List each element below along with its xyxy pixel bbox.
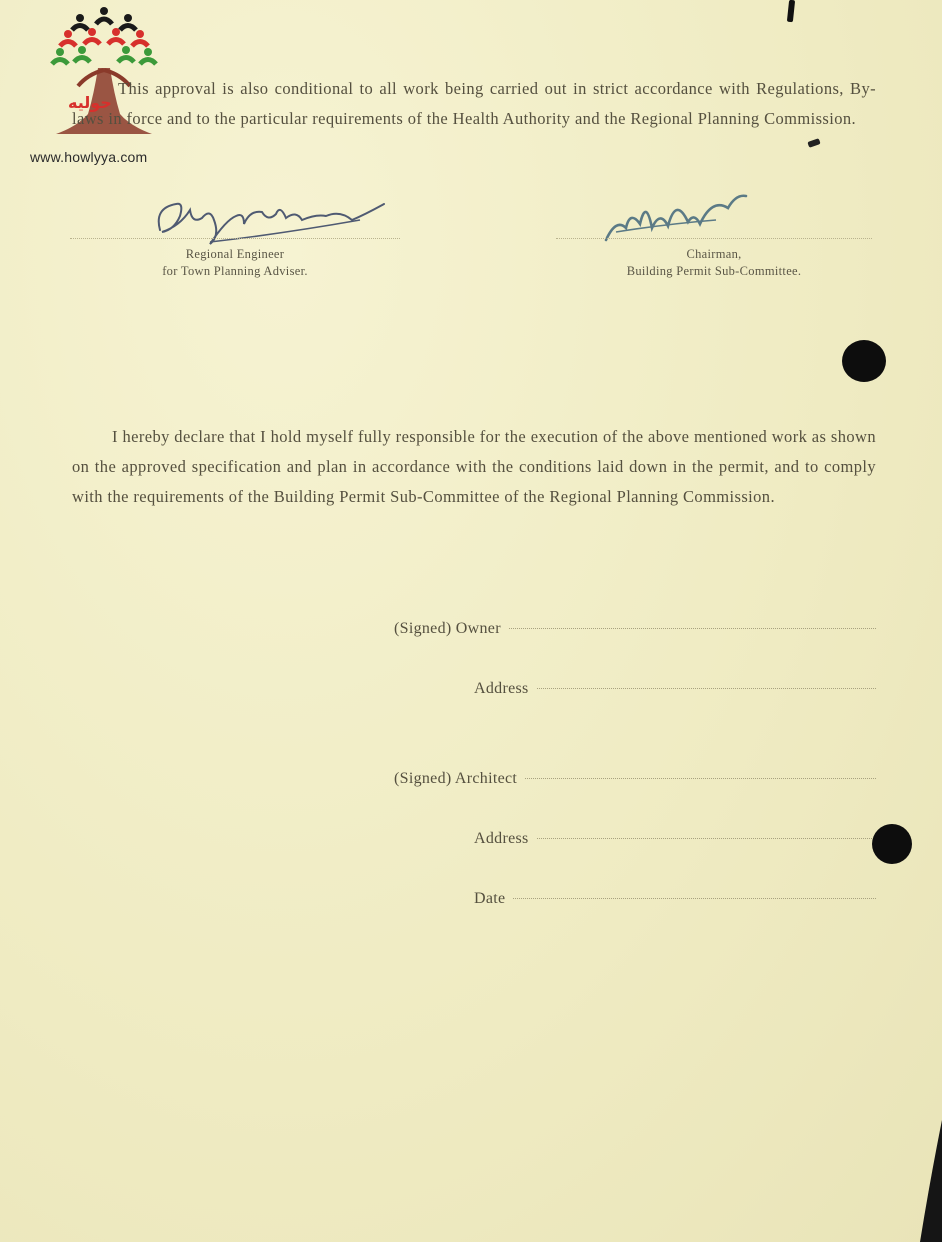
signatory-left-title: Regional Engineer bbox=[185, 247, 285, 261]
page-edge-shadow bbox=[912, 1120, 942, 1242]
logo-people-icon bbox=[52, 7, 156, 64]
approval-paragraph: This approval is also conditional to all work being carried out in strict accordance with Regulations, By-laws in force and to the particular requirements of the Health Authority and the Regional Planning Commission. bbox=[72, 79, 876, 128]
architect-signature-field[interactable] bbox=[394, 770, 876, 788]
owner-dotted-line bbox=[509, 627, 876, 629]
signatory-regional-engineer bbox=[70, 236, 400, 280]
signatory-right-subtitle: Building Permit Sub-Committee. bbox=[626, 264, 802, 278]
logo-arabic-text: حوليه bbox=[68, 93, 112, 112]
signatory-right-title: Chairman, bbox=[686, 247, 742, 261]
owner-address-label: Address bbox=[474, 680, 529, 697]
signatory-left-subtitle: for Town Planning Adviser. bbox=[162, 264, 308, 278]
owner-label: (Signed) Owner bbox=[394, 620, 501, 637]
punch-hole-top bbox=[842, 340, 886, 382]
date-dotted-line bbox=[513, 897, 876, 899]
architect-address-field[interactable] bbox=[474, 830, 876, 848]
punch-hole-bottom bbox=[872, 824, 912, 864]
owner-address-field[interactable] bbox=[474, 680, 876, 698]
architect-dotted-line bbox=[525, 777, 876, 779]
watermark-site-text: www.howlyya.com bbox=[30, 149, 148, 165]
architect-address-label: Address bbox=[474, 830, 529, 847]
signatory-chairman bbox=[556, 236, 872, 280]
architect-address-dotted-line bbox=[537, 837, 876, 839]
ink-mark bbox=[787, 0, 795, 22]
owner-address-dotted-line bbox=[537, 687, 876, 689]
declaration-paragraph: I hereby declare that I hold myself fully responsible for the execution of the above mentioned work as shown on the approved specification and plan in accordance with the conditions laid down in the permit, and to comply with the requirements of the Building Permit Sub-Committee of the Regional Planning Commission. bbox=[72, 427, 876, 506]
owner-signature-field[interactable] bbox=[394, 620, 876, 638]
ink-speck bbox=[807, 138, 820, 148]
architect-label: (Signed) Architect bbox=[394, 770, 518, 787]
date-label: Date bbox=[474, 890, 506, 907]
date-field[interactable] bbox=[474, 890, 876, 908]
